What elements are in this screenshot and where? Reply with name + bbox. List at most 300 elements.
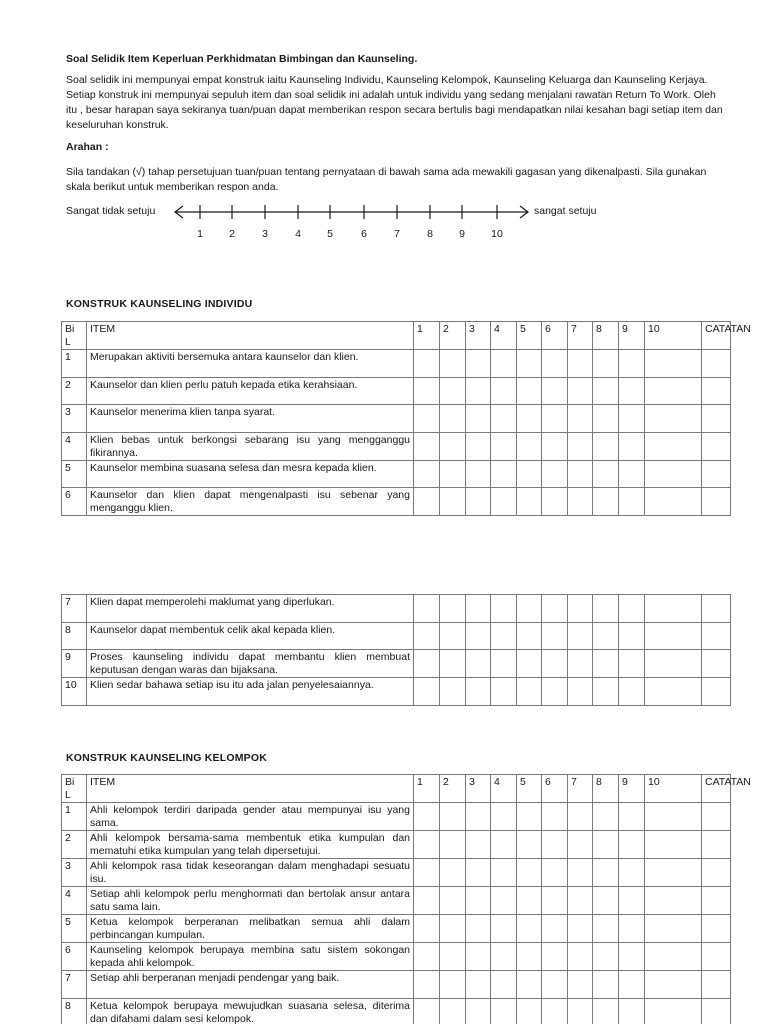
item-text: Ahli kelompok bersama-sama membentuk etika kumpulan dan mematuhi etika kumpulan yang telah dipersetujui. (87, 831, 414, 859)
rating-cell-5[interactable] (517, 650, 542, 678)
table-row (62, 350, 731, 378)
rating-cell-10[interactable] (645, 831, 702, 859)
rating-cell-2[interactable] (440, 622, 466, 650)
rating-cell-8[interactable] (593, 650, 619, 678)
catatan-cell[interactable] (702, 678, 731, 706)
header-scale-4: 4 (491, 775, 517, 803)
rating-cell-2[interactable] (440, 998, 466, 1024)
header-scale-9: 9 (619, 775, 645, 803)
rating-cell-8[interactable] (593, 998, 619, 1024)
scale-number: 8 (427, 228, 433, 240)
rating-cell-7[interactable] (568, 622, 593, 650)
rating-cell-6[interactable] (542, 678, 568, 706)
rating-cell-1[interactable] (414, 859, 440, 887)
rating-cell-3[interactable] (466, 595, 491, 623)
rating-cell-9[interactable] (619, 405, 645, 433)
header-scale-7: 7 (568, 775, 593, 803)
rating-cell-8[interactable] (593, 971, 619, 999)
rating-cell-6[interactable] (542, 998, 568, 1024)
rating-cell-3[interactable] (466, 460, 491, 488)
rating-cell-6[interactable] (542, 622, 568, 650)
item-text: Kaunselor membina suasana selesa dan mesra kepada klien. (87, 460, 414, 488)
item-number: 10 (62, 678, 87, 706)
rating-cell-6[interactable] (542, 943, 568, 971)
header-scale-2: 2 (440, 775, 466, 803)
catatan-cell[interactable] (702, 350, 731, 378)
rating-cell-4[interactable] (491, 350, 517, 378)
rating-cell-5[interactable] (517, 887, 542, 915)
header-scale-6: 6 (542, 775, 568, 803)
item-number: 7 (62, 971, 87, 999)
item-text: Kaunselor dan klien perlu patuh kepada etika kerahsiaan. (87, 377, 414, 405)
rating-cell-3[interactable] (466, 803, 491, 831)
rating-cell-3[interactable] (466, 943, 491, 971)
rating-cell-4[interactable] (491, 650, 517, 678)
rating-cell-6[interactable] (542, 377, 568, 405)
scale-number: 2 (229, 228, 235, 240)
rating-cell-1[interactable] (414, 488, 440, 516)
rating-cell-3[interactable] (466, 678, 491, 706)
rating-cell-6[interactable] (542, 831, 568, 859)
rating-cell-2[interactable] (440, 650, 466, 678)
table-row (62, 998, 731, 1024)
rating-cell-6[interactable] (542, 405, 568, 433)
table-row (62, 650, 731, 678)
rating-cell-2[interactable] (440, 405, 466, 433)
rating-cell-4[interactable] (491, 803, 517, 831)
table-row (62, 377, 731, 405)
table-row (62, 943, 731, 971)
rating-cell-3[interactable] (466, 405, 491, 433)
rating-cell-7[interactable] (568, 859, 593, 887)
rating-cell-2[interactable] (440, 971, 466, 999)
rating-cell-6[interactable] (542, 460, 568, 488)
rating-cell-10[interactable] (645, 460, 702, 488)
scale-number: 7 (394, 228, 400, 240)
rating-cell-9[interactable] (619, 595, 645, 623)
rating-cell-9[interactable] (619, 432, 645, 460)
header-scale-9: 9 (619, 322, 645, 350)
rating-cell-6[interactable] (542, 650, 568, 678)
header-scale-8: 8 (593, 322, 619, 350)
rating-cell-1[interactable] (414, 595, 440, 623)
rating-cell-2[interactable] (440, 350, 466, 378)
rating-cell-2[interactable] (440, 803, 466, 831)
table-individu-part2 (61, 594, 731, 706)
rating-cell-4[interactable] (491, 460, 517, 488)
rating-cell-3[interactable] (466, 859, 491, 887)
header-scale-6: 6 (542, 322, 568, 350)
item-number: 9 (62, 650, 87, 678)
rating-cell-10[interactable] (645, 650, 702, 678)
rating-cell-2[interactable] (440, 859, 466, 887)
rating-cell-3[interactable] (466, 831, 491, 859)
rating-cell-8[interactable] (593, 405, 619, 433)
rating-cell-1[interactable] (414, 377, 440, 405)
table-header-row (62, 322, 731, 350)
scale-left-label: Sangat tidak setuju (66, 205, 156, 217)
table-row (62, 831, 731, 859)
rating-cell-2[interactable] (440, 460, 466, 488)
item-number: 6 (62, 488, 87, 516)
scale-number: 4 (295, 228, 301, 240)
rating-cell-10[interactable] (645, 998, 702, 1024)
rating-cell-5[interactable] (517, 460, 542, 488)
header-scale-10: 10 (645, 775, 702, 803)
rating-cell-7[interactable] (568, 377, 593, 405)
rating-cell-1[interactable] (414, 831, 440, 859)
document-title: Soal Selidik Item Keperluan Perkhidmatan Bimbingan dan Kaunseling. (66, 53, 418, 65)
rating-cell-4[interactable] (491, 377, 517, 405)
instruction-paragraph: Sila tandakan (√) tahap persetujuan tuan/puan tentang pernyataan di bawah sama ada mewakili gagasan yang dikenalpasti. Sila gunakan skala berikut untuk memberikan respon anda. (66, 166, 707, 193)
rating-cell-9[interactable] (619, 915, 645, 943)
header-scale-1: 1 (414, 322, 440, 350)
rating-cell-9[interactable] (619, 831, 645, 859)
catatan-cell[interactable] (702, 405, 731, 433)
rating-cell-5[interactable] (517, 350, 542, 378)
rating-cell-8[interactable] (593, 678, 619, 706)
rating-cell-3[interactable] (466, 488, 491, 516)
rating-cell-10[interactable] (645, 859, 702, 887)
rating-cell-2[interactable] (440, 678, 466, 706)
rating-cell-7[interactable] (568, 943, 593, 971)
rating-cell-8[interactable] (593, 377, 619, 405)
header-scale-3: 3 (466, 322, 491, 350)
rating-cell-2[interactable] (440, 943, 466, 971)
rating-cell-4[interactable] (491, 915, 517, 943)
rating-cell-8[interactable] (593, 488, 619, 516)
rating-cell-4[interactable] (491, 488, 517, 516)
rating-cell-10[interactable] (645, 971, 702, 999)
rating-cell-6[interactable] (542, 887, 568, 915)
rating-cell-1[interactable] (414, 915, 440, 943)
header-catatan: CATATAN (702, 322, 731, 350)
header-scale-10: 10 (645, 322, 702, 350)
rating-cell-9[interactable] (619, 887, 645, 915)
table-row (62, 971, 731, 999)
rating-cell-4[interactable] (491, 831, 517, 859)
arahan-label: Arahan : (66, 141, 109, 153)
header-scale-1: 1 (414, 775, 440, 803)
header-scale-3: 3 (466, 775, 491, 803)
rating-cell-6[interactable] (542, 350, 568, 378)
rating-cell-9[interactable] (619, 650, 645, 678)
item-number: 8 (62, 622, 87, 650)
rating-cell-1[interactable] (414, 998, 440, 1024)
rating-cell-4[interactable] (491, 887, 517, 915)
rating-cell-7[interactable] (568, 915, 593, 943)
item-number: 4 (62, 887, 87, 915)
rating-cell-9[interactable] (619, 803, 645, 831)
table-header-row (62, 775, 731, 803)
rating-cell-8[interactable] (593, 859, 619, 887)
catatan-cell[interactable] (702, 432, 731, 460)
catatan-cell[interactable] (702, 915, 731, 943)
rating-cell-3[interactable] (466, 998, 491, 1024)
table-row (62, 803, 731, 831)
item-text: Klien dapat memperolehi maklumat yang diperlukan. (87, 595, 414, 623)
header-scale-8: 8 (593, 775, 619, 803)
rating-cell-4[interactable] (491, 595, 517, 623)
rating-cell-6[interactable] (542, 803, 568, 831)
rating-cell-10[interactable] (645, 350, 702, 378)
header-bil: Bi L (62, 775, 87, 803)
rating-cell-4[interactable] (491, 943, 517, 971)
rating-cell-7[interactable] (568, 595, 593, 623)
rating-cell-9[interactable] (619, 943, 645, 971)
rating-cell-9[interactable] (619, 678, 645, 706)
header-item: ITEM (87, 322, 414, 350)
table-row (62, 678, 731, 706)
catatan-cell[interactable] (702, 622, 731, 650)
rating-cell-3[interactable] (466, 350, 491, 378)
rating-cell-10[interactable] (645, 622, 702, 650)
rating-cell-1[interactable] (414, 803, 440, 831)
catatan-cell[interactable] (702, 887, 731, 915)
rating-cell-1[interactable] (414, 432, 440, 460)
section-title-individu: KONSTRUK KAUNSELING INDIVIDU (66, 298, 253, 310)
catatan-cell[interactable] (702, 971, 731, 999)
item-text: Proses kaunseling individu dapat membantu klien membuat keputusan dengan waras dan bijaksana. (87, 650, 414, 678)
rating-cell-7[interactable] (568, 350, 593, 378)
rating-cell-1[interactable] (414, 943, 440, 971)
rating-cell-3[interactable] (466, 971, 491, 999)
header-scale-5: 5 (517, 322, 542, 350)
rating-cell-2[interactable] (440, 595, 466, 623)
rating-cell-7[interactable] (568, 650, 593, 678)
header-scale-7: 7 (568, 322, 593, 350)
rating-cell-7[interactable] (568, 803, 593, 831)
catatan-cell[interactable] (702, 859, 731, 887)
rating-cell-4[interactable] (491, 859, 517, 887)
rating-cell-10[interactable] (645, 488, 702, 516)
rating-cell-3[interactable] (466, 915, 491, 943)
item-number: 6 (62, 943, 87, 971)
scale-number: 1 (197, 228, 203, 240)
item-number: 5 (62, 915, 87, 943)
rating-cell-9[interactable] (619, 350, 645, 378)
rating-cell-9[interactable] (619, 460, 645, 488)
rating-cell-5[interactable] (517, 803, 542, 831)
rating-cell-1[interactable] (414, 887, 440, 915)
table-row (62, 595, 731, 623)
rating-cell-3[interactable] (466, 622, 491, 650)
item-number: 1 (62, 350, 87, 378)
rating-cell-1[interactable] (414, 650, 440, 678)
item-text: Ketua kelompok berperanan melibatkan semua ahli dalam perbincangan kumpulan. (87, 915, 414, 943)
item-text: Kaunseling kelompok berupaya membina satu sistem sokongan kepada ahli kelompok. (87, 943, 414, 971)
item-number: 2 (62, 831, 87, 859)
item-number: 3 (62, 859, 87, 887)
rating-cell-7[interactable] (568, 460, 593, 488)
header-item: ITEM (87, 775, 414, 803)
item-text: Setiap ahli berperanan menjadi pendengar yang baik. (87, 971, 414, 999)
rating-cell-6[interactable] (542, 915, 568, 943)
rating-cell-1[interactable] (414, 622, 440, 650)
header-catatan: CATATAN (702, 775, 731, 803)
item-text: Ahli kelompok rasa tidak keseorangan dalam menghadapi sesuatu isu. (87, 859, 414, 887)
rating-cell-2[interactable] (440, 915, 466, 943)
rating-cell-6[interactable] (542, 432, 568, 460)
header-scale-5: 5 (517, 775, 542, 803)
rating-cell-8[interactable] (593, 350, 619, 378)
item-text: Kaunselor menerima klien tanpa syarat. (87, 405, 414, 433)
rating-cell-7[interactable] (568, 405, 593, 433)
rating-cell-2[interactable] (440, 887, 466, 915)
item-text: Merupakan aktiviti bersemuka antara kaunselor dan klien. (87, 350, 414, 378)
rating-cell-4[interactable] (491, 622, 517, 650)
rating-cell-5[interactable] (517, 405, 542, 433)
header-scale-4: 4 (491, 322, 517, 350)
rating-cell-5[interactable] (517, 678, 542, 706)
rating-cell-6[interactable] (542, 488, 568, 516)
catatan-cell[interactable] (702, 831, 731, 859)
rating-cell-8[interactable] (593, 887, 619, 915)
rating-cell-8[interactable] (593, 803, 619, 831)
rating-cell-7[interactable] (568, 887, 593, 915)
rating-cell-9[interactable] (619, 377, 645, 405)
rating-cell-5[interactable] (517, 488, 542, 516)
rating-cell-10[interactable] (645, 432, 702, 460)
catatan-cell[interactable] (702, 488, 731, 516)
rating-cell-5[interactable] (517, 998, 542, 1024)
rating-cell-10[interactable] (645, 887, 702, 915)
rating-cell-7[interactable] (568, 432, 593, 460)
rating-cell-8[interactable] (593, 831, 619, 859)
item-text: Setiap ahli kelompok perlu menghormati dan bertolak ansur antara satu sama lain. (87, 887, 414, 915)
table-row (62, 622, 731, 650)
rating-cell-10[interactable] (645, 595, 702, 623)
rating-cell-9[interactable] (619, 859, 645, 887)
rating-cell-5[interactable] (517, 377, 542, 405)
rating-cell-6[interactable] (542, 971, 568, 999)
rating-cell-8[interactable] (593, 915, 619, 943)
rating-cell-5[interactable] (517, 831, 542, 859)
item-number: 2 (62, 377, 87, 405)
scale-number: 5 (327, 228, 333, 240)
rating-cell-10[interactable] (645, 943, 702, 971)
rating-cell-2[interactable] (440, 488, 466, 516)
scale-number: 6 (361, 228, 367, 240)
rating-cell-10[interactable] (645, 377, 702, 405)
table-individu-part1 (61, 321, 751, 516)
table-row (62, 859, 731, 887)
rating-cell-5[interactable] (517, 971, 542, 999)
rating-cell-4[interactable] (491, 998, 517, 1024)
item-number: 1 (62, 803, 87, 831)
rating-cell-5[interactable] (517, 432, 542, 460)
header-scale-2: 2 (440, 322, 466, 350)
catatan-cell[interactable] (702, 650, 731, 678)
table-row (62, 887, 731, 915)
rating-cell-1[interactable] (414, 405, 440, 433)
item-text: Kaunselor dapat membentuk celik akal kepada klien. (87, 622, 414, 650)
item-text: Ketua kelompok berupaya mewujudkan suasana selesa, diterima dan difahami dalam sesi kelompok. (87, 998, 414, 1024)
rating-cell-10[interactable] (645, 405, 702, 433)
rating-cell-4[interactable] (491, 678, 517, 706)
item-number: 8 (62, 998, 87, 1024)
rating-cell-7[interactable] (568, 488, 593, 516)
scale-number: 3 (262, 228, 268, 240)
item-text: Klien sedar bahawa setiap isu itu ada jalan penyelesaiannya. (87, 678, 414, 706)
rating-cell-3[interactable] (466, 887, 491, 915)
intro-paragraph: Soal selidik ini mempunyai empat konstruk iaitu Kaunseling Individu, Kaunseling Kelompok, Kaunseling Keluarga dan Kaunseling Kerjaya. Setiap konstruk ini mempunyai sepuluh item dan soal selidik ini adalah untuk individu yang sedang menjalani rawatan Return To Work. Oleh itu , besar harapan saya sekiranya tuan/puan dapat memberikan respon secara bertulis bagi mendapatkan nilai kesahan bagi setiap item dan keseluruhan konstruk. (66, 74, 723, 131)
rating-cell-7[interactable] (568, 971, 593, 999)
rating-cell-9[interactable] (619, 998, 645, 1024)
item-number: 7 (62, 595, 87, 623)
rating-cell-5[interactable] (517, 622, 542, 650)
scale-number: 9 (459, 228, 465, 240)
rating-cell-2[interactable] (440, 377, 466, 405)
scale-right-label: sangat setuju (534, 205, 597, 217)
rating-cell-9[interactable] (619, 971, 645, 999)
rating-cell-4[interactable] (491, 432, 517, 460)
catatan-cell[interactable] (702, 595, 731, 623)
rating-cell-10[interactable] (645, 678, 702, 706)
rating-cell-1[interactable] (414, 350, 440, 378)
catatan-cell[interactable] (702, 460, 731, 488)
rating-cell-8[interactable] (593, 943, 619, 971)
rating-cell-3[interactable] (466, 377, 491, 405)
rating-cell-4[interactable] (491, 971, 517, 999)
rating-cell-7[interactable] (568, 831, 593, 859)
header-bil: Bi L (62, 322, 87, 350)
rating-cell-3[interactable] (466, 432, 491, 460)
rating-cell-1[interactable] (414, 460, 440, 488)
table-row (62, 432, 731, 460)
rating-cell-5[interactable] (517, 943, 542, 971)
item-text: Ahli kelompok terdiri daripada gender atau mempunyai isu yang sama. (87, 803, 414, 831)
rating-cell-8[interactable] (593, 432, 619, 460)
rating-cell-10[interactable] (645, 915, 702, 943)
item-number: 3 (62, 405, 87, 433)
rating-cell-1[interactable] (414, 971, 440, 999)
rating-cell-5[interactable] (517, 915, 542, 943)
catatan-cell[interactable] (702, 377, 731, 405)
rating-cell-2[interactable] (440, 432, 466, 460)
rating-cell-9[interactable] (619, 622, 645, 650)
rating-cell-6[interactable] (542, 595, 568, 623)
scale-number: 10 (491, 228, 503, 240)
table-row (62, 405, 731, 433)
section-title-kelompok: KONSTRUK KAUNSELING KELOMPOK (66, 752, 268, 764)
rating-cell-8[interactable] (593, 595, 619, 623)
rating-cell-1[interactable] (414, 678, 440, 706)
rating-cell-10[interactable] (645, 803, 702, 831)
rating-cell-9[interactable] (619, 488, 645, 516)
rating-cell-6[interactable] (542, 859, 568, 887)
rating-cell-5[interactable] (517, 595, 542, 623)
table-row (62, 915, 731, 943)
rating-cell-7[interactable] (568, 678, 593, 706)
rating-cell-2[interactable] (440, 831, 466, 859)
rating-cell-8[interactable] (593, 622, 619, 650)
rating-cell-7[interactable] (568, 998, 593, 1024)
catatan-cell[interactable] (702, 943, 731, 971)
catatan-cell[interactable] (702, 803, 731, 831)
rating-cell-8[interactable] (593, 460, 619, 488)
rating-cell-4[interactable] (491, 405, 517, 433)
catatan-cell[interactable] (702, 998, 731, 1024)
table-row (62, 488, 731, 516)
rating-cell-3[interactable] (466, 650, 491, 678)
table-row (62, 460, 731, 488)
table-kelompok (61, 774, 751, 1024)
rating-scale-line (172, 201, 534, 223)
rating-cell-5[interactable] (517, 859, 542, 887)
item-text: Klien bebas untuk berkongsi sebarang isu yang mengganggu fikirannya. (87, 432, 414, 460)
item-number: 4 (62, 432, 87, 460)
